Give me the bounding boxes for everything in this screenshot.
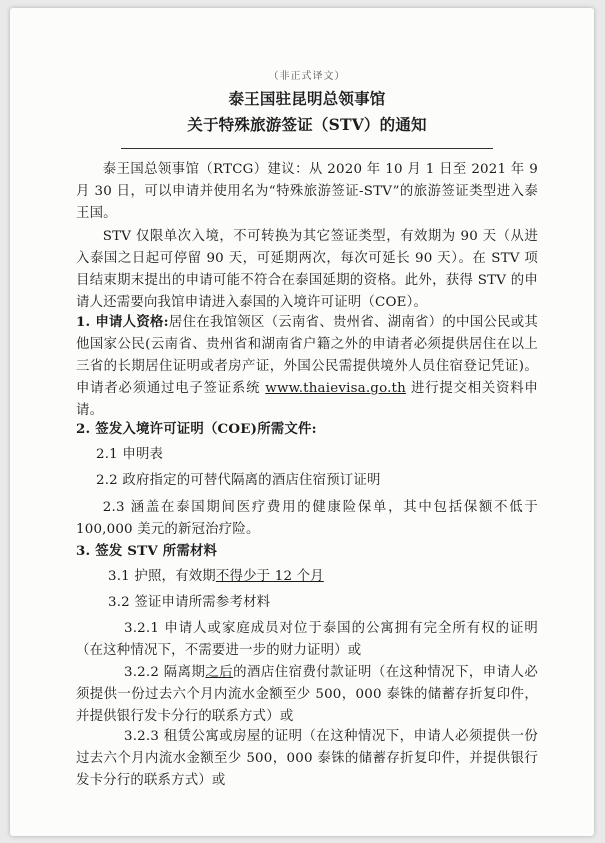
consulate-title: 泰王国驻昆明总领事馆 — [228, 89, 386, 108]
item-3-1 — [76, 566, 570, 588]
document-page — [10, 8, 594, 836]
item-2-2: 2.2 政府指定的可替代隔离的酒店住宿预订证明 — [96, 473, 381, 488]
section-1-eligibility — [76, 311, 538, 422]
item-2-3: 2.3 涵盖在泰国期间医疗费用的健康险保单，其中包括保额不低于 100,000 美元的新冠治疗险。 — [76, 500, 538, 537]
section-1-text: 居住在我馆领区（云南省、贵州省、湖南省）的中国公民或其他国家公民(云南省、贵州省和湖南省户籍之外的申请者必须提供居住在以上三省的长期居住证明或者房产证，外国公民需提供境外人员住宿登记凭证)。申请者必须通过电子签证系统 — [76, 315, 539, 396]
title-divider — [121, 148, 493, 149]
item-2-1: 2.1 申明表 — [96, 447, 164, 462]
unofficial-translation-note: （非正式译文） — [268, 71, 346, 82]
notice-title: 关于特殊旅游签证（STV）的通知 — [187, 115, 427, 134]
section-1-text-end: 进行提交相关资料申请。 — [76, 381, 538, 418]
item-3-2: 3.2 签证申请所需参考材料 — [108, 595, 271, 610]
item-3-2-2-text-c: 的酒店住宿费付款证明（在这种情况下，申请人必须提供一份过去六个月内流水金额至少 500，000 泰铢的储蓄存折复印件，并提供银行发卡分行的联系方式）或 — [76, 665, 538, 724]
intro-paragraph: 泰王国总领事馆（RTCG）建议：从 2020 年 10 月 1 日至 2021 年 9 月 30 日，可以申请并使用名为“特殊旅游签证-STV”的旅游签证类型进入泰王国。 — [76, 162, 538, 221]
section-1-heading: 1. 申请人资格: — [76, 314, 169, 330]
item-3-2-3: 3.2.3 租赁公寓或房屋的证明（在这种情况下，申请人必须提供一份过去六个月内流水金额至少 500，000 泰铢的储蓄存折复印件，并提供银行发卡分行的联系方式）或 — [76, 729, 538, 788]
stv-rules-paragraph: STV 仅限单次入境，不可转换为其它签证类型，有效期为 90 天（从进入泰国之日起可停留 90 天，可延期两次，每次可延长 90 天）。在 STV 项目结束期末提出的申请可能不符合在泰国延期的资格。此外，获得 STV 的申请人还需要向我馆申请进入泰国的入境许可证明（COE）。 — [76, 229, 538, 310]
section-3-heading: 3. 签发 STV 所需材料 — [76, 543, 218, 559]
item-3-2-2 — [76, 662, 538, 728]
item-3-1-text: 3.1 护照，有效期 — [108, 569, 216, 584]
section-2-heading: 2. 签发入境许可证明（COE)所需文件: — [76, 421, 317, 437]
evisa-link[interactable]: www.thaievisa.go.th — [265, 381, 406, 396]
item-3-2-2-text-a: 3.2.2 隔离期 — [124, 665, 206, 680]
passport-validity: 不得少于 12 个月 — [215, 569, 324, 584]
item-3-2-2-after: 之后 — [205, 665, 234, 680]
item-3-2-1: 3.2.1 申请人或家庭成员对位于泰国的公寓拥有完全所有权的证明（在这种情况下，不需要进一步的财力证明）或 — [76, 621, 538, 658]
